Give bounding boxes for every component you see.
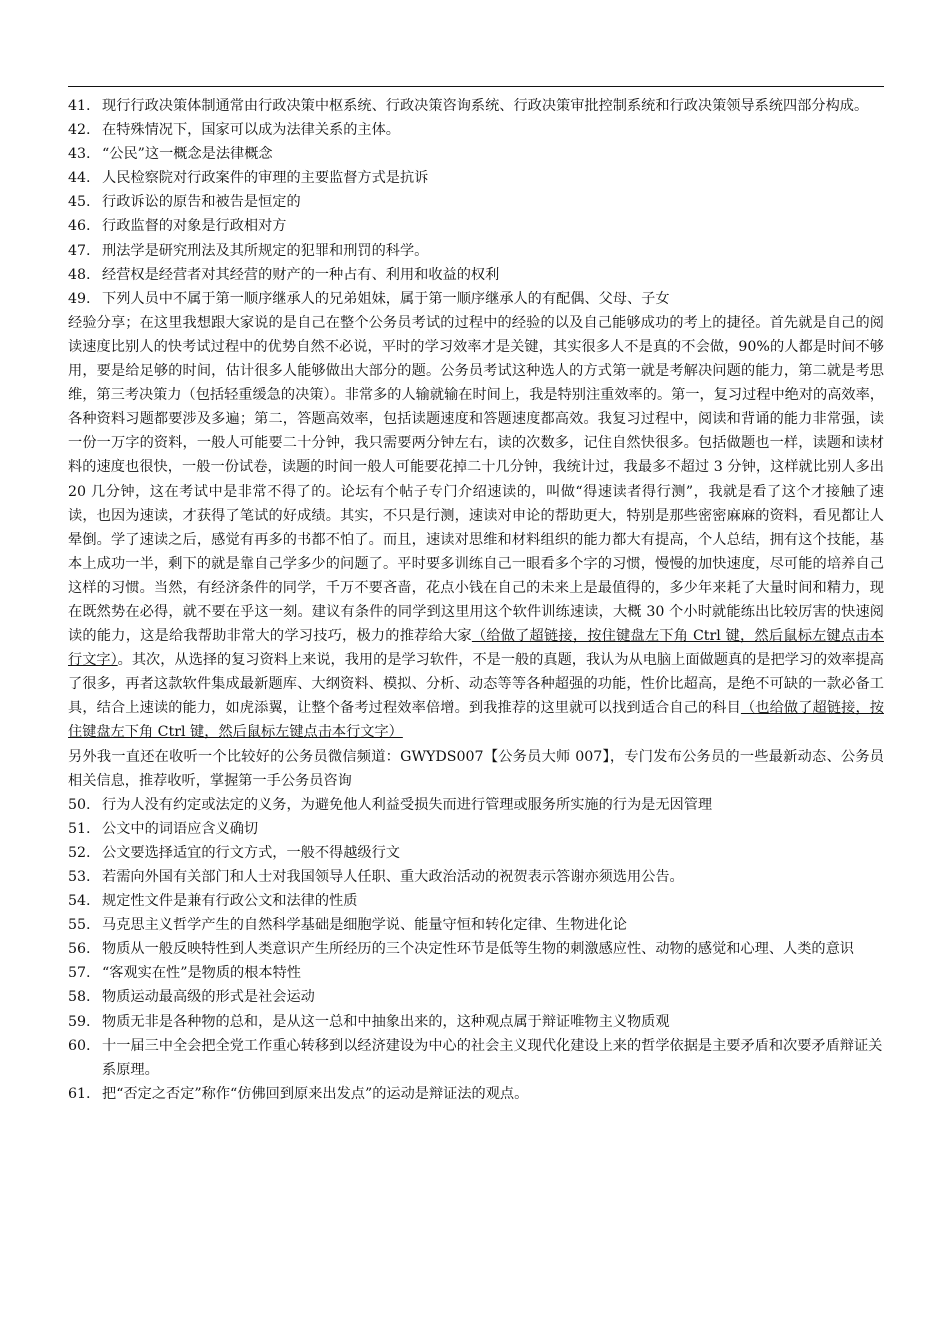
item-text: 公文要选择适宜的行文方式，一般不得越级行文	[102, 844, 400, 861]
item-number: 58.	[68, 989, 91, 1006]
item-number: 44.	[68, 170, 91, 187]
list-item	[68, 214, 884, 238]
item-number: 56.	[68, 941, 91, 958]
item-text: 行政监督的对象是行政相对方	[102, 218, 287, 235]
item-text: 规定性文件是兼有行政公文和法律的性质	[102, 893, 358, 910]
list-item	[68, 1010, 884, 1034]
experience-paragraph	[68, 311, 884, 745]
item-text: 公文中的词语应含义确切	[102, 820, 259, 837]
item-text: 刑法学是研究刑法及其所规定的犯罪和刑罚的科学。	[102, 242, 429, 259]
item-number: 48.	[68, 266, 91, 283]
list-item	[68, 94, 884, 118]
list-item	[68, 961, 884, 985]
list-item	[68, 841, 884, 865]
item-number: 46.	[68, 218, 91, 235]
item-text: 人民检察院对行政案件的审理的主要监督方式是抗诉	[102, 170, 429, 187]
list-item	[68, 287, 884, 311]
experience-text-part2: 。其次，从选择的复习资料上来说，我用的是学习软件，不是一般的真题，我认为从电脑上面做题真的是把学习的效率提高了很多，再者这款软件集成最新题库、大纲资料、模拟、分析、动态等等各种超强的功能，性价比超高，是绝不可缺的一款必备工具，结合上速读的能力，如虎添翼，让整个备考过程效率倍增。到我推荐的这里就可以找到适合自己的科目	[68, 652, 884, 717]
list-item	[68, 190, 884, 214]
item-text: 下列人员中不属于第一顺序继承人的兄弟姐妹，属于第一顺序继承人的有配偶、父母、子女	[102, 290, 670, 307]
item-number: 54.	[68, 893, 91, 910]
item-number: 42.	[68, 122, 91, 139]
item-number: 49.	[68, 290, 91, 307]
list-item	[68, 817, 884, 841]
item-text: 物质无非是各种物的总和，是从这一总和中抽象出来的，这种观点属于辩证唯物主义物质观	[102, 1013, 670, 1030]
list-item	[68, 913, 884, 937]
list-item	[68, 793, 884, 817]
item-number: 52.	[68, 844, 91, 861]
list-item	[68, 937, 884, 961]
speed-reading-link[interactable]: （给做了超链接，按住键盘左下角 Ctrl 键，然后鼠标左键点击本行文字）	[68, 628, 884, 669]
subject-link[interactable]: （也给做了超链接，按住键盘左下角 Ctrl 键，然后鼠标左键点击本行文字）	[68, 700, 884, 741]
item-text: 物质从一般反映特性到人类意识产生所经历的三个决定性环节是低等生物的刺激感应性、动物的感觉和心理、人类的意识	[102, 941, 854, 958]
item-number: 57.	[68, 965, 91, 982]
list-item	[68, 118, 884, 142]
item-text: “客观实在性”是物质的根本特性	[102, 965, 301, 982]
item-number: 41.	[68, 98, 91, 114]
item-number: 61.	[68, 1085, 91, 1102]
item-number: 59.	[68, 1013, 91, 1030]
list-item	[68, 1082, 884, 1106]
list-item	[68, 142, 884, 166]
wechat-paragraph: 另外我一直还在收听一个比较好的公务员微信频道：GWYDS007【公务员大师 007】，专门发布公务员的一些最新动态、公务员相关信息，推荐收听，掌握第一手公务员咨询	[68, 748, 884, 789]
item-text: 马克思主义哲学产生的自然科学基础是细胞学说、能量守恒和转化定律、生物进化论	[102, 917, 627, 934]
item-text: 现行行政决策体制通常由行政决策中枢系统、行政决策咨询系统、行政决策审批控制系统和行政决策领导系统四部分构成。	[102, 98, 869, 114]
item-number: 43.	[68, 146, 91, 163]
experience-text-part1: 经验分享；在这里我想跟大家说的是自己在整个公务员考试的过程中的经验的以及自己能够成功的考上的捷径。首先就是自己的阅读速度比别人的快考试过程中的优势自然不必说，平时的学习效率才是关键，其实很多人不是真的不会做，90%的人都是时间不够用，要是给足够的时间，估计很多人能够做出大部分的题。公务员考试这种选人的方式第一就是考解决问题的能力，第二就是考思维，第三考决策力（包括轻重缓急的决策）。非常多的人输就输在时间上，我是特别注重效率的。第一，复习过程中绝对的高效率，各种资料习题都要涉及多遍；第二，答题高效率，包括读题速度和答题速度都高效。我复习过程中，阅读和背诵的能力非常强，读一份一万字的资料，一般人可能要二十分钟，我只需要两分钟左右，读的次数多，记住自然快很多。包括做题也一样，读题和读材料的速度也很快，一般一份试卷，读题的时间一般人可能要花掉二十几分钟，我统计过，我最多不超过 3 分钟，这样就比别人多出 20 几分钟，这在考试中是非常不得了的。论坛有个帖子专门介绍速读的，叫做“得速读者得行测”，我就是看了这个才接触了速读，也因为速读，才获得了笔试的好成绩。其实，不只是行测，速读对申论的帮助更大，特别是那些密密麻麻的资料，看见都让人晕倒。学了速读之后，感觉有再多的书都不怕了。而且，速读对思维和材料组织的能力都大有提高，个人总结，拥有这个技能，基本上成功一半，剩下的就是靠自己学多少的问题了。平时要多训练自己一眼看多个字的习惯，慢慢的加快速度，尽可能的培养自己这样的习惯。当然，有经济条件的同学，千万不要吝啬，花点小钱在自己的未来上是最值得的，多少年来耗了大量时间和精力，现在既然势在必得，就不要在乎这一刻。建议有条件的同学到这里用这个软件训练速读，大概 30 个小时就能练出比较厉害的快速阅读的能力，这是给我帮助非常大的学习技巧，极力的推荐给大家	[68, 314, 884, 645]
list-item	[68, 889, 884, 913]
item-text: 经营权是经营者对其经营的财产的一种占有、利用和收益的权利	[102, 266, 500, 283]
list-item	[68, 865, 884, 889]
item-number: 55.	[68, 917, 91, 934]
item-text: “公民”这一概念是法律概念	[102, 146, 273, 163]
list-item	[68, 1034, 884, 1082]
list-item	[68, 263, 884, 287]
item-number: 47.	[68, 242, 91, 259]
document-body	[68, 94, 884, 1106]
item-number: 51.	[68, 820, 91, 837]
item-number: 50.	[68, 796, 91, 813]
item-text: 十一届三中全会把全党工作重心转移到以经济建设为中心的社会主义现代化建设上来的哲学依据是主要矛盾和次要矛盾辩证关系原理。	[102, 1037, 883, 1078]
item-number: 45.	[68, 194, 91, 211]
item-number: 53.	[68, 869, 91, 885]
item-text: 若需向外国有关部门和人士对我国领导人任职、重大政治活动的祝贺表示答谢亦须选用公告。	[102, 869, 684, 885]
list-item	[68, 166, 884, 190]
header-rule	[68, 86, 884, 87]
item-text: 行政诉讼的原告和被告是恒定的	[102, 194, 301, 211]
list-item	[68, 239, 884, 263]
item-text: 物质运动最高级的形式是社会运动	[102, 989, 315, 1006]
item-text: 把“否定之否定”称作“仿佛回到原来出发点”的运动是辩证法的观点。	[102, 1085, 529, 1102]
list-item	[68, 985, 884, 1009]
item-number: 60.	[68, 1037, 91, 1054]
item-text: 在特殊情况下，国家可以成为法律关系的主体。	[102, 122, 400, 139]
item-text: 行为人没有约定或法定的义务，为避免他人利益受损失而进行管理或服务所实施的行为是无因管理	[102, 796, 713, 813]
